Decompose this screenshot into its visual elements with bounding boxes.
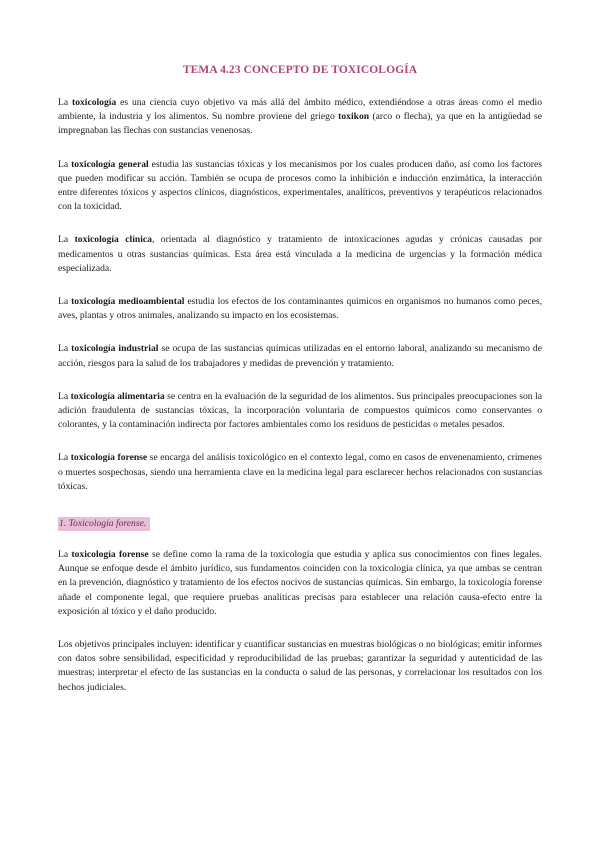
- text: La: [58, 343, 72, 355]
- page-title: TEMA 4.23 CONCEPTO DE TOXICOLOGÍA: [182, 64, 418, 76]
- bold-term: toxicología general: [71, 158, 149, 170]
- paragraph-toxicologia: [58, 96, 542, 139]
- text: La: [58, 158, 72, 170]
- text: La: [58, 390, 71, 402]
- paragraph-forense-definition: [58, 548, 542, 619]
- bold-term: toxicología forense: [70, 452, 148, 464]
- text: estudia los efectos de los contaminantes químicos en organismos no humanos como peces, aves, plantas y otros animales, analizando su impacto en los ecosistemas.: [58, 296, 542, 322]
- text: es una ciencia cuyo objetivo va más allá del ámbito médico, extendiéndose a otras áreas como el medio ambiente, la industria y los alimentos. Su nombre proviene del griego: [58, 97, 542, 123]
- bold-term: toxikon: [338, 111, 370, 123]
- paragraph-clinica: [58, 233, 542, 276]
- text: se ocupa de las sustancias químicas utilizadas en el entorno laboral, analizando su mecanismo de acción, riesgos para la salud de los trabajadores y medidas de prevención y tratamiento.: [58, 343, 542, 369]
- text: La: [58, 549, 72, 561]
- section-heading: 1. Toxicología forense.: [58, 517, 150, 531]
- bold-term: toxicología forense: [71, 549, 149, 561]
- bold-term: toxicología: [72, 97, 117, 108]
- bold-term: toxicología alimentaria: [70, 390, 165, 402]
- text: La: [58, 452, 71, 464]
- bold-term: toxicología industrial: [71, 343, 159, 355]
- paragraph-medioambiental: [58, 295, 542, 323]
- text: se encarga del análisis toxicológico en el contexto legal, como en casos de envenenamiento, crímenes o muertes sospechosas, siendo una herramienta clave en la medicina legal para esclarecer hechos relacionados con sustancias tóxicas.: [58, 452, 542, 492]
- text: La: [58, 97, 72, 108]
- paragraph-alimentaria: [58, 390, 542, 433]
- paragraph-industrial: [58, 342, 542, 370]
- bold-term: toxicología clínica: [74, 234, 152, 246]
- paragraph-objetivos: [58, 638, 542, 695]
- text: Los objetivos principales incluyen: identificar y cuantificar sustancias en muestras biológicas o no biológicas; emitir informes con datos sobre sensibilidad, especificidad y reproducibilidad de las pruebas; garantizar la seguridad y autenticidad de las muestras; interpretar el efecto de las sustancias en la conducta o salud de las personas, y correlacionar los resultados con los hechos judiciales.: [58, 639, 542, 693]
- text: La: [58, 234, 75, 246]
- text: se define como la rama de la toxicología que estudia y aplica sus conocimientos con fines legales. Aunque se enfoque desde el ámbito jurídico, sus fundamentos coinciden con la toxicología clínica, ya que ambas se centran en la prevención, diagnóstico y tratamiento de los efectos nocivos de sustancias químicas. Sin embargo, la toxicología forense añade el componente legal, que requiere pruebas analíticas precisas para establecer una relación causa-efecto entre la exposición al tóxico y el daño producido.: [58, 549, 542, 617]
- text: , orientada al diagnóstico y tratamiento de intoxicaciones agudas y crónicas causadas por medicamentos u otras sustancias químicas. Esta área está vinculada a la medicina de urgencias y la formación médica especializada.: [58, 234, 542, 274]
- text: La: [58, 296, 72, 308]
- text: estudia las sustancias tóxicas y los mecanismos por los cuales producen daño, así como los factores que pueden modificar su acción. También se ocupa de procesos como la inhibición e inducción enzimática, la interacción entre diferentes tóxicos y aspectos clínicos, diagnósticos, experimentales, analíticos, preventivos y terapéuticos relacionados con la toxicidad.: [58, 158, 542, 213]
- paragraph-forense: [58, 451, 542, 494]
- text: se centra en la evaluación de la seguridad de los alimentos. Sus principales preocupaciones son la adición fraudulenta de sustancias tóxicas, la incorporación voluntaria de compuestos químicos como conservantes o colorantes, y la contaminación indirecta por factores ambientales como los residuos de pesticidas o metales pesados.: [58, 390, 542, 431]
- text: (arco o flecha), ya que en la antigüedad se impregnaban las flechas con sustancias venenosas.: [58, 111, 542, 137]
- paragraph-general: [58, 158, 542, 215]
- bold-term: toxicología medioambiental: [71, 296, 185, 308]
